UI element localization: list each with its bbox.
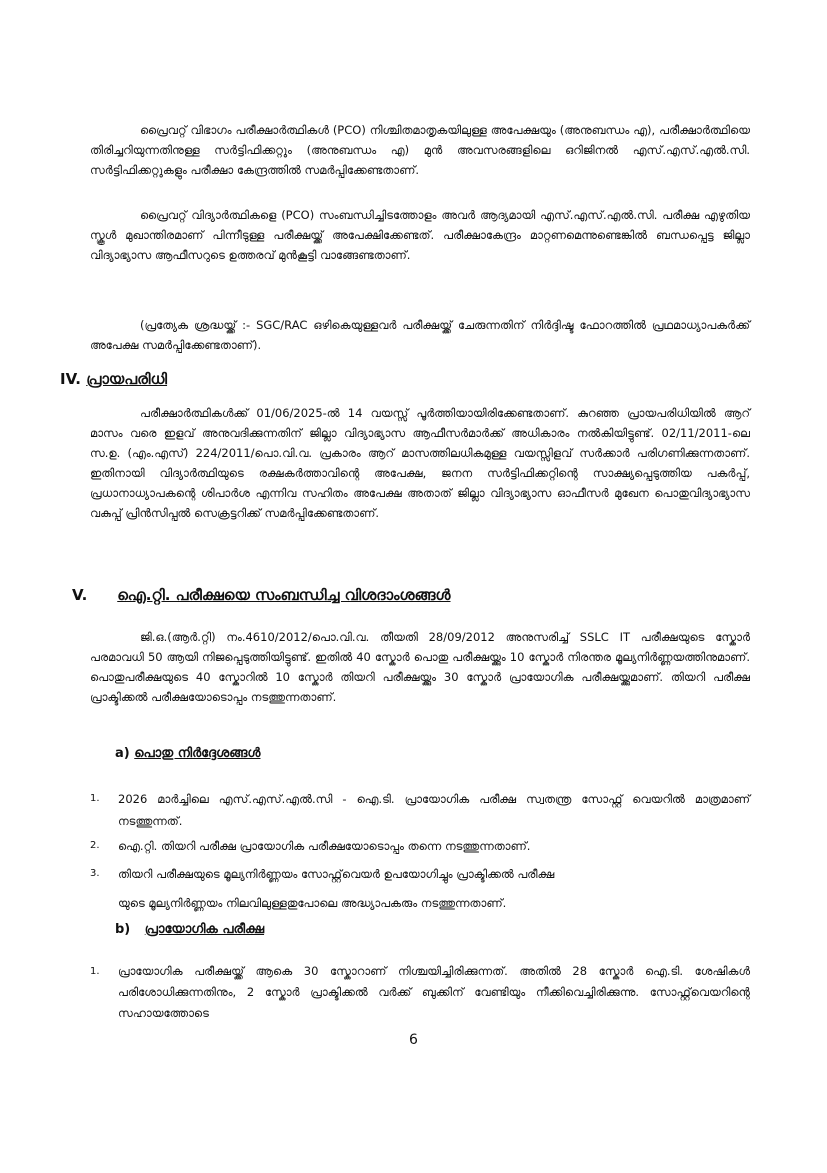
section-title: ഐ.റ്റി. പരീക്ഷയെ സംബന്ധിച്ച വിശദാംശങ്ങൾ (117, 586, 451, 604)
subsection-title: പ്രായോഗിക പരീക്ഷ (144, 922, 265, 937)
list-item-text: പ്രായോഗിക പരീക്ഷയ്ക്ക് ആകെ 30 സ്കോറാണ് നിശ്ചയിച്ചിരിക്കുന്നത്. അതിൽ 28 സ്കോർ ഐ.ടി. ശേഷികൾ പരിശോധിക്കുന്നതിനും, 2 സ്കോർ പ്രാക്ടിക്കൽ വർക്ക് ബുക്കിന് വേണ്ടിയും നീക്കിവെച്ചിരിക്കുന്നു. സോഫ്റ്റ്‌വെയറിന്റെ സഹായത്തോടെ (118, 964, 750, 1020)
paragraph-special-note: (പ്രത്യേക ശ്രദ്ധയ്ക്ക് :- SGC/RAC ഒഴികെയുള്ളവർ പരീക്ഷയ്ക്ക് ചേരുന്നതിന് നിർദ്ദിഷ്ട ഫോറത്തിൽ പ്രഥമാധ്യാപകർക്ക് അപേക്ഷ സമർപ്പിക്കേണ്ടതാണ്). (90, 318, 750, 352)
section-heading-age-limit (60, 370, 167, 388)
page-number: 6 (409, 1032, 418, 1048)
section-number: IV. (60, 370, 81, 388)
subsection-label: a) (115, 746, 130, 761)
list-item (90, 788, 750, 832)
section-number: V. (72, 586, 88, 604)
subsection-heading-general-instructions (115, 746, 260, 761)
section-title: പ്രായപരിധി (86, 370, 168, 388)
paragraph-it-exam-body: ജി.ഒ.(ആർ.റ്റി) നം.4610/2012/പൊ.വി.വ. തീയതി 28/09/2012 അനുസരിച്ച് SSLC IT പരീക്ഷയുടെ സ്കോർ പരമാവധി 50 ആയി നിജപ്പെടുത്തിയിട്ടുണ്ട്. ഇതിൽ 40 സ്കോർ പൊതു പരീക്ഷയ്ക്കും 10 സ്കോർ നിരന്തര മൂല്യനിർണ്ണയത്തിനുമാണ്. പൊതുപരീക്ഷയുടെ 40 സ്കോറിൽ 10 സ്കോർ തിയറി പരീക്ഷയ്ക്കും 30 സ്കോർ പ്രായോഗിക പരീക്ഷയ്ക്കുമാണ്. തിയറി പരീക്ഷ പ്രാക്ടിക്കൽ പരീക്ഷയോടൊപ്പം നടത്തുന്നതാണ്. (90, 630, 750, 704)
list-item (90, 863, 750, 885)
section-heading-it-exam (72, 586, 451, 604)
list-item-text: 2026 മാർച്ചിലെ എസ്.എസ്.എൽ.സി - ഐ.ടി. പ്രായോഗിക പരീക്ഷ സ്വതന്ത്ര സോഫ്റ്റ് വെയറിൽ മാത്രമാണ് നടത്തുന്നത്. (118, 792, 750, 828)
paragraph-age-limit-body: പരീക്ഷാർത്ഥികൾക്ക് 01/06/2025-ൽ 14 വയസ്സ് പൂർത്തിയായിരിക്കേണ്ടതാണ്. കുറഞ്ഞ പ്രായപരിധിയിൽ ആറ് മാസം വരെ ഇളവ് അനുവദിക്കുന്നതിന് ജില്ലാ വിദ്യാഭ്യാസ ആഫീസർമാർക്ക് അധികാരം നൽകിയിട്ടുണ്ട്. 02/11/2011-ലെ സ.ഉ. (എം.എസ്) 224/2011/പൊ.വി.വ. പ്രകാരം ആറ് മാസത്തിലധികമുള്ള വയസ്സിളവ് സർക്കാർ പരിഗണിക്കുന്നതാണ്. ഇതിനായി വിദ്യാർത്ഥിയുടെ രക്ഷകർത്താവിന്റെ അപേക്ഷ, ജനന സർട്ടിഫിക്കറ്റിന്റെ സാക്ഷ്യപ്പെടുത്തിയ പകർപ്പ്, പ്രധാനാധ്യാപകന്റെ ശിപാർശ എന്നിവ സഹിതം അപേക്ഷ അതാത് ജില്ലാ വിദ്യാഭ്യാസ ഓഫീസർ മുഖേന പൊതുവിദ്യാഭ്യാസ വകുപ്പ് പ്രിൻസിപ്പൽ സെക്രട്ടറിക്ക് സമർപ്പിക്കേണ്ടതാണ്. (90, 406, 750, 520)
list-item (90, 961, 750, 1024)
list-marker: 1. (90, 966, 100, 977)
subsection-label: b) (115, 922, 131, 937)
list-item-text: ഐ.റ്റി. തിയറി പരീക്ഷ പ്രായോഗിക പരീക്ഷയോടൊപ്പം തന്നെ നടത്തുന്നതാണ്. (118, 839, 531, 853)
subsection-title: പൊതു നിർദ്ദേശങ്ങൾ (134, 746, 261, 761)
paragraph-private-students-school: പ്രൈവറ്റ് വിദ്യാർത്ഥികളെ (PCO) സംബന്ധിച്ചിടത്തോളം അവർ ആദ്യമായി എസ്.എസ്.എൽ.സി. പരീക്ഷ എഴുതിയ സ്കൂൾ മുഖാന്തിരമാണ് പിന്നീടുള്ള പരീക്ഷയ്ക്ക് അപേക്ഷിക്കേണ്ടത്. പരീക്ഷാകേന്ദ്രം മാറ്റണമെന്നുണ്ടെങ്കിൽ ബന്ധപ്പെട്ട ജില്ലാ വിദ്യാഭ്യാസ ആഫീസറുടെ ഉത്തരവ് മുൻകൂട്ടി വാങ്ങേണ്ടതാണ്. (90, 208, 750, 262)
list-item (90, 835, 750, 857)
paragraph-private-candidates-application: പ്രൈവറ്റ് വിഭാഗം പരീക്ഷാർത്ഥികൾ (PCO) നിശ്ചിതമാതൃകയിലുള്ള അപേക്ഷയും (അനുബന്ധം എ), പരീക്ഷാർത്ഥിയെ തിരിച്ചറിയുന്നതിനുള്ള സർട്ടിഫിക്കറ്റും (അനുബന്ധം എ) മുൻ അവസരങ്ങളിലെ ഒറിജിനൽ എസ്.എസ്.എൽ.സി. സർട്ടിഫിക്കറ്റുകളും പരീക്ഷാ കേന്ദ്രത്തിൽ സമർപ്പിക്കേണ്ടതാണ്. (90, 123, 750, 177)
subsection-heading-practical-exam (115, 922, 264, 937)
list-item-text: തിയറി പരീക്ഷയുടെ മൂല്യനിർണ്ണയം സോഫ്റ്റ്‌വെയർ ഉപയോഗിച്ചും പ്രാക്ടിക്കൽ പരീക്ഷ (118, 867, 555, 881)
list-marker: 2. (90, 840, 100, 851)
list-marker: 3. (90, 868, 100, 879)
list-marker: 1. (90, 793, 100, 804)
list-item-continuation: യുടെ മൂല്യനിർണ്ണയം നിലവിലുള്ളതുപോലെ അദ്ധ്യാപകരും നടത്തുന്നതാണ്. (118, 896, 507, 910)
